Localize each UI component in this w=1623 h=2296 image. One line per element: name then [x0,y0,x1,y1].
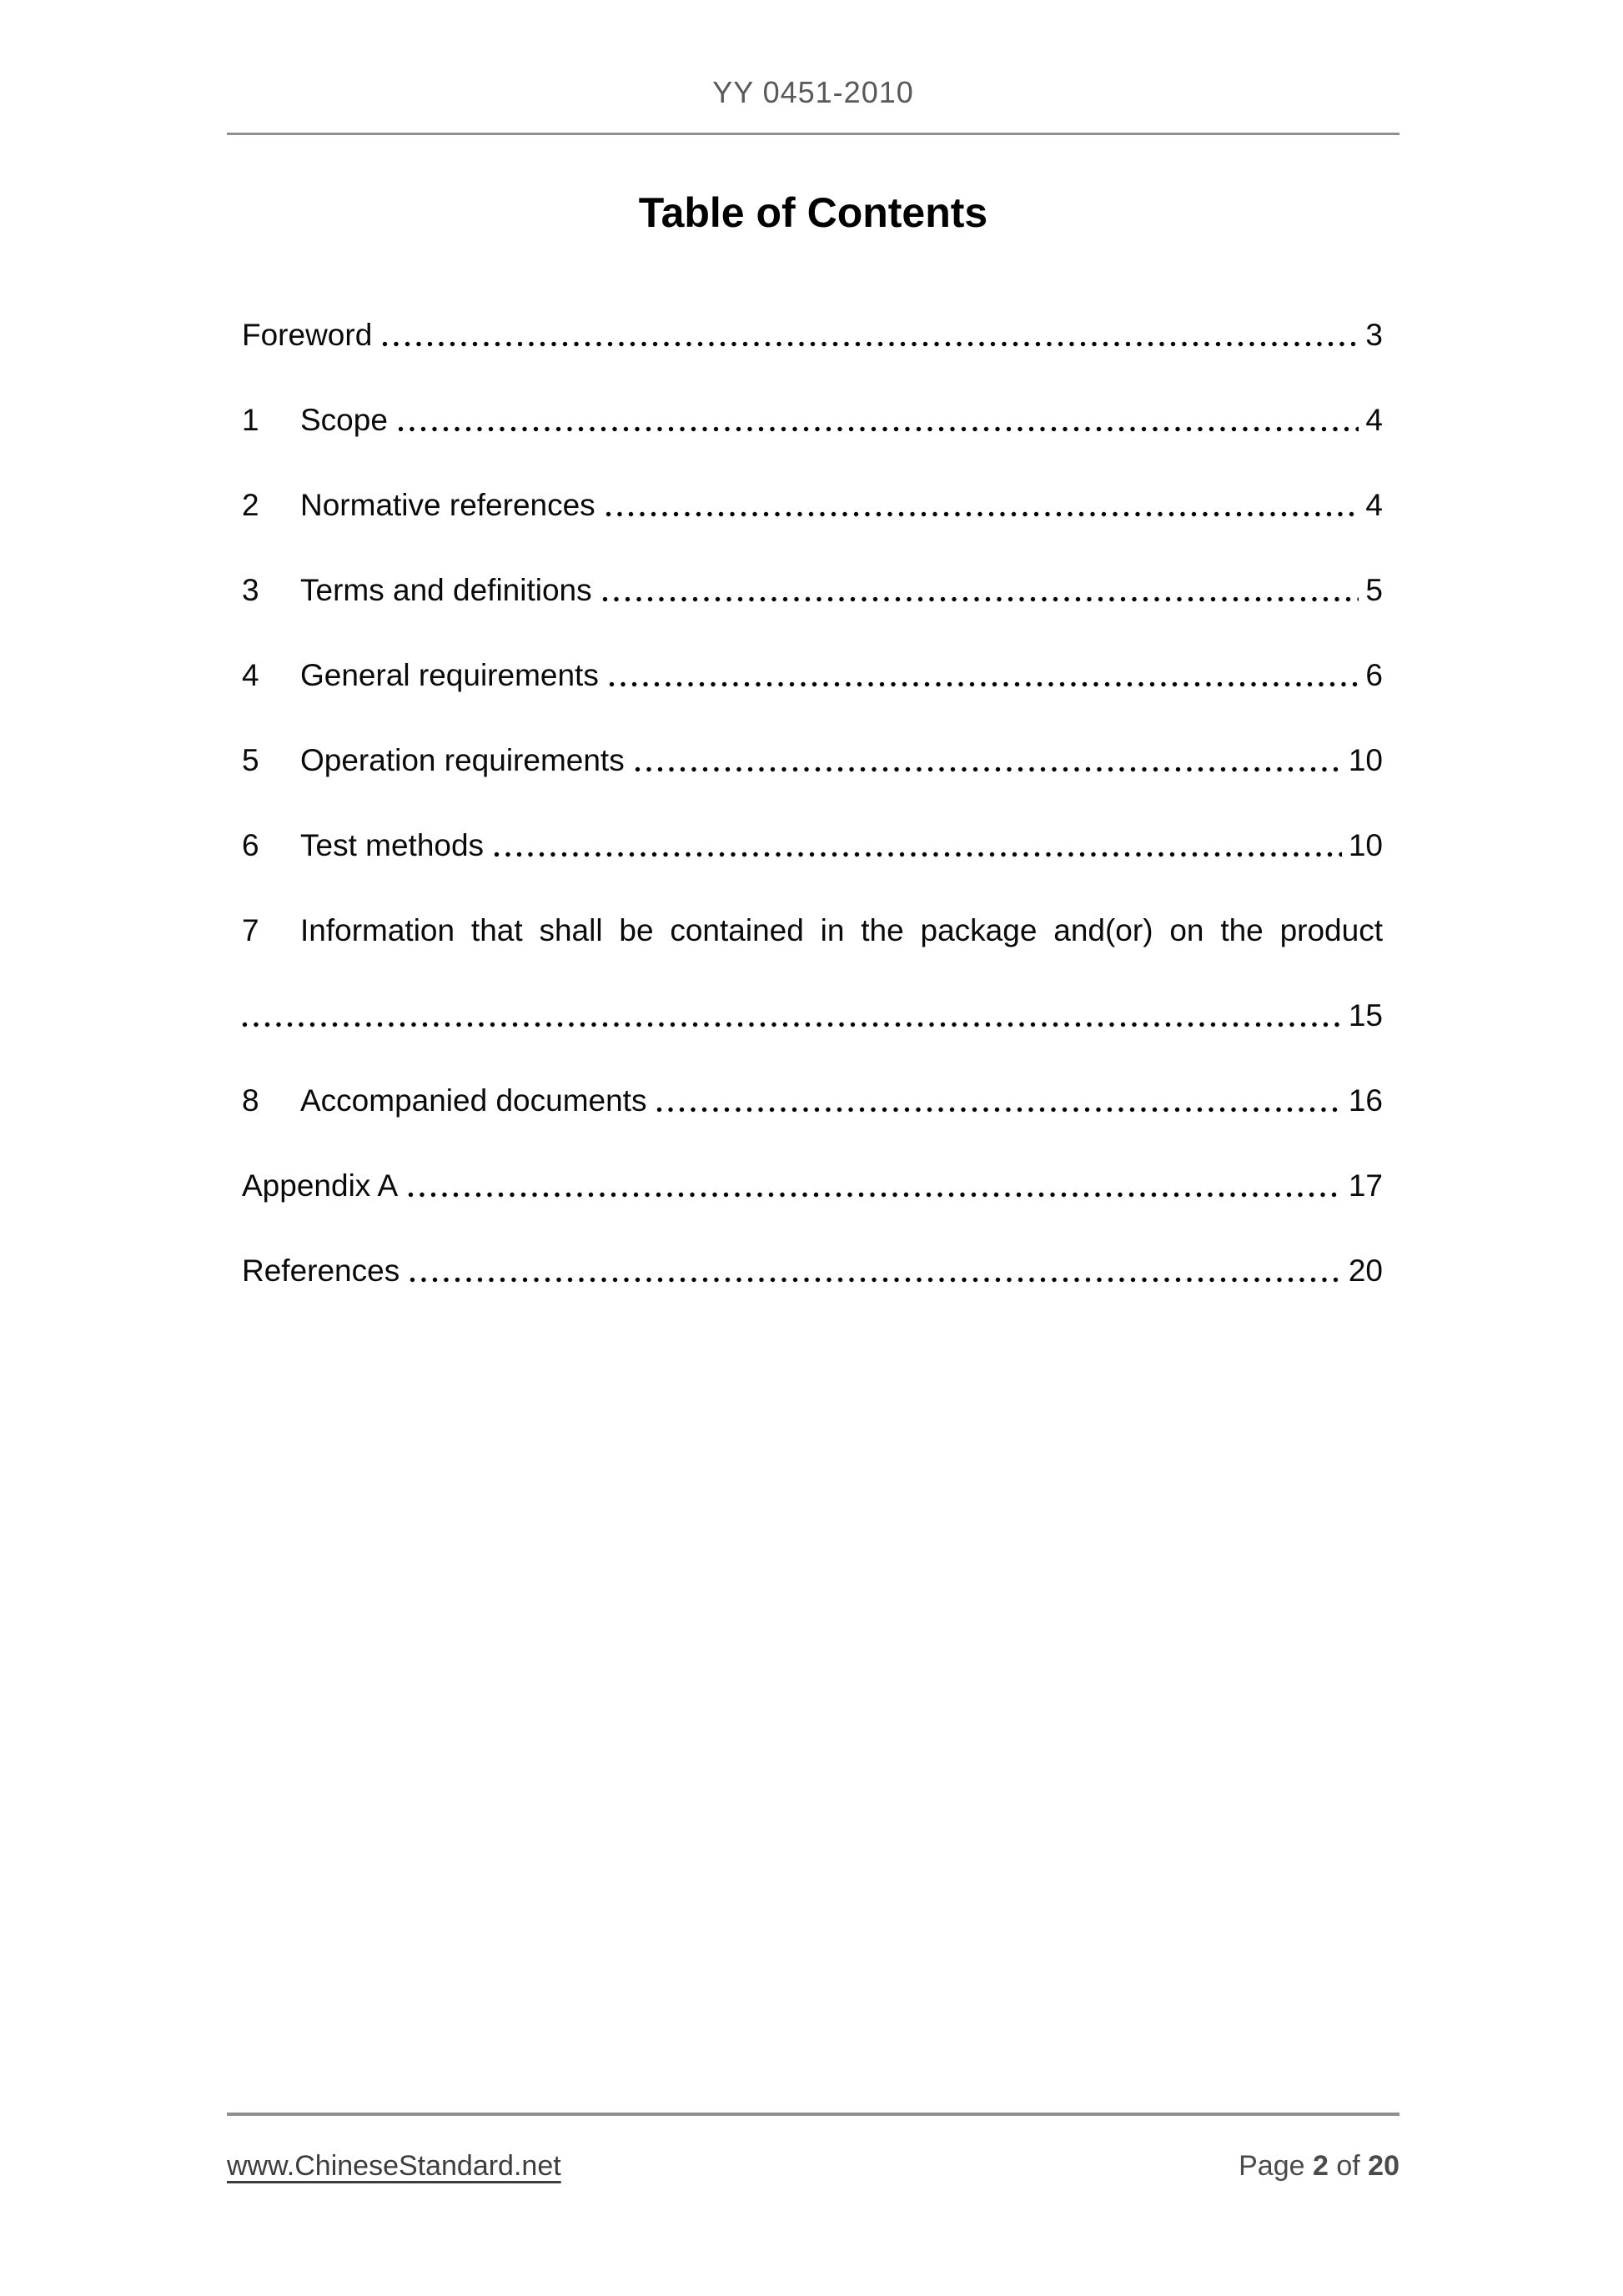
toc-entry [242,743,1383,780]
toc-entry-label: References [242,1254,400,1288]
toc-entry-page: 4 [1365,403,1383,437]
dot-leader [410,1277,1342,1284]
dot-leader [382,341,1359,348]
toc-entry [242,1083,1383,1120]
toc-entry-number: 6 [242,828,259,862]
page-indicator-current: 2 [1312,2150,1329,2182]
toc-entry-page: 3 [1365,318,1383,352]
toc-entry-label: Appendix A [242,1168,399,1203]
page-footer [227,2113,1399,2183]
toc-entry [242,828,1383,865]
toc-entry-number: 3 [242,573,259,607]
page-indicator-of: of [1336,2150,1360,2182]
toc-entry [242,318,1383,354]
toc-entry-label: Normative references [300,488,595,522]
toc-entry [242,403,1383,440]
footer-row [227,2150,1399,2183]
toc-entry-number: 4 [242,658,259,692]
toc-entry-label: General requirements [300,658,599,692]
toc-entry-page: 10 [1348,828,1383,862]
page-indicator-label: Page [1239,2150,1305,2182]
toc-entry-label: Accompanied documents [300,1083,647,1118]
toc-entry-number: 7 [242,913,259,947]
dot-leader [602,596,1359,603]
table-of-contents [227,318,1399,1290]
toc-entry-page: 15 [1348,998,1383,1032]
toc-entry-number: 8 [242,1083,259,1118]
toc-entry [242,573,1383,610]
toc-entry-label: Operation requirements [300,743,625,777]
toc-entry-number: 1 [242,403,259,437]
dot-leader [635,766,1342,773]
website-link[interactable]: www.ChineseStandard.net [227,2150,561,2182]
toc-entry-label: Terms and definitions [300,573,592,607]
toc-entry-page: 10 [1348,743,1383,777]
dot-leader [408,1192,1342,1198]
toc-entry-label: Scope [300,403,388,437]
toc-entry-label: Information that shall be contained in the package and(or) on the product [300,913,1383,947]
toc-entry-page: 5 [1365,573,1383,607]
dot-leader [242,1022,1342,1028]
toc-entry-number: 5 [242,743,259,777]
toc-entry-number: 2 [242,488,259,522]
dot-leader [605,511,1359,518]
dot-leader [609,681,1359,688]
dot-leader [656,1107,1341,1113]
toc-entry-label: Foreword [242,318,373,352]
toc-entry-page: 17 [1348,1168,1383,1203]
dot-leader [398,426,1359,433]
toc-entry [242,658,1383,695]
toc-entry [242,913,1383,950]
page-indicator-total: 20 [1368,2150,1399,2182]
header-rule [227,133,1399,135]
toc-entry-continuation [242,998,1383,1035]
toc-entry-page: 6 [1365,658,1383,692]
toc-entry-label: Test methods [300,828,485,862]
toc-entry [242,1168,1383,1205]
toc-entry-page: 16 [1348,1083,1383,1118]
dot-leader [494,852,1342,858]
footer-rule [227,2113,1399,2116]
toc-entry [242,488,1383,525]
document-code-header: YY 0451-2010 [712,75,914,109]
toc-entry-page: 20 [1348,1254,1383,1288]
toc-entry [242,1254,1383,1290]
toc-entry-page: 4 [1365,488,1383,522]
page-indicator [1239,2150,1399,2183]
page-title: Table of Contents [638,189,988,236]
